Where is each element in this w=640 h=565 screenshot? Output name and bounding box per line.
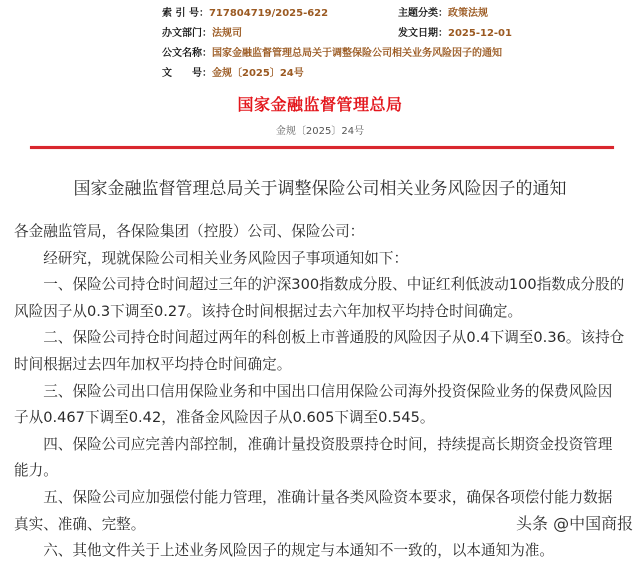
notice-item-5: 五、保险公司应加强偿付能力管理，准确计量各类风险资本要求，确保各项偿付能力数据真实、准确、完整。 [14, 488, 613, 533]
meta-number [162, 64, 304, 79]
meta-index-label: 索 引 号： [162, 8, 209, 19]
meta-index-value: 717804719/2025-622 [208, 8, 329, 19]
notice-item-6: 六、其他文件关于上述业务风险因子的规定与本通知不一致的，以本通知为准。 [43, 542, 554, 560]
meta-topic-value: 政策法规 [448, 8, 488, 19]
notice-item-1: 一、保险公司持仓时间超过三年的沪深300指数成分股、中证红利低波动100指数成分股的风险因子从0.3下调至0.27。该持仓时间根据过去六年加权平均持仓时间确定。 [14, 276, 625, 320]
source-watermark: 头条 @中国商报 [516, 514, 634, 533]
meta-dept-value: 法规司 [212, 28, 242, 39]
meta-number-value: 金规〔2025〕24号 [212, 68, 304, 79]
meta-topic [398, 4, 488, 19]
meta-index [162, 4, 328, 19]
notice-item-4: 四、保险公司应完善内部控制，准确计量投资股票持仓时间，持续提高长期资金投资管理能力。 [14, 435, 613, 480]
notice-item-2: 二、保险公司持仓时间超过两年的科创板上市普通股的风险因子从0.4下调至0.36。该持仓时间根据过去四年加权平均持仓时间确定。 [14, 329, 625, 373]
meta-number-label: 文 号： [162, 68, 212, 79]
meta-topic-label: 主题分类： [398, 8, 448, 19]
salutation: 各金融监管局，各保险集团（控股）公司、保险公司： [14, 223, 365, 240]
issuing-organization-title: 国家金融监督管理总局 [237, 95, 403, 114]
meta-dept [162, 24, 242, 39]
meta-date-label: 发文日期： [398, 28, 448, 39]
document-number: 金规〔2025〕24号 [275, 126, 365, 137]
document-metadata [0, 0, 640, 80]
meta-date [398, 24, 512, 39]
intro-paragraph: 经研究，现就保险公司相关业务风险因子事项通知如下： [43, 249, 409, 267]
meta-dept-label: 办文部门： [162, 28, 212, 39]
meta-name-label: 公文名称： [162, 48, 212, 59]
notice-item-3: 三、保险公司出口信用保险业务和中国出口信用保险公司海外投资保险业务的保费风险因子从0.467下调至0.42，准备金风险因子从0.605下调至0.545。 [14, 382, 613, 427]
meta-name [162, 44, 502, 59]
red-header-divider [30, 146, 614, 149]
notice-title: 国家金融监督管理总局关于调整保险公司相关业务风险因子的通知 [73, 179, 567, 199]
meta-date-value: 2025-12-01 [448, 28, 512, 39]
meta-name-value: 国家金融监督管理总局关于调整保险公司相关业务风险因子的通知 [212, 48, 502, 59]
